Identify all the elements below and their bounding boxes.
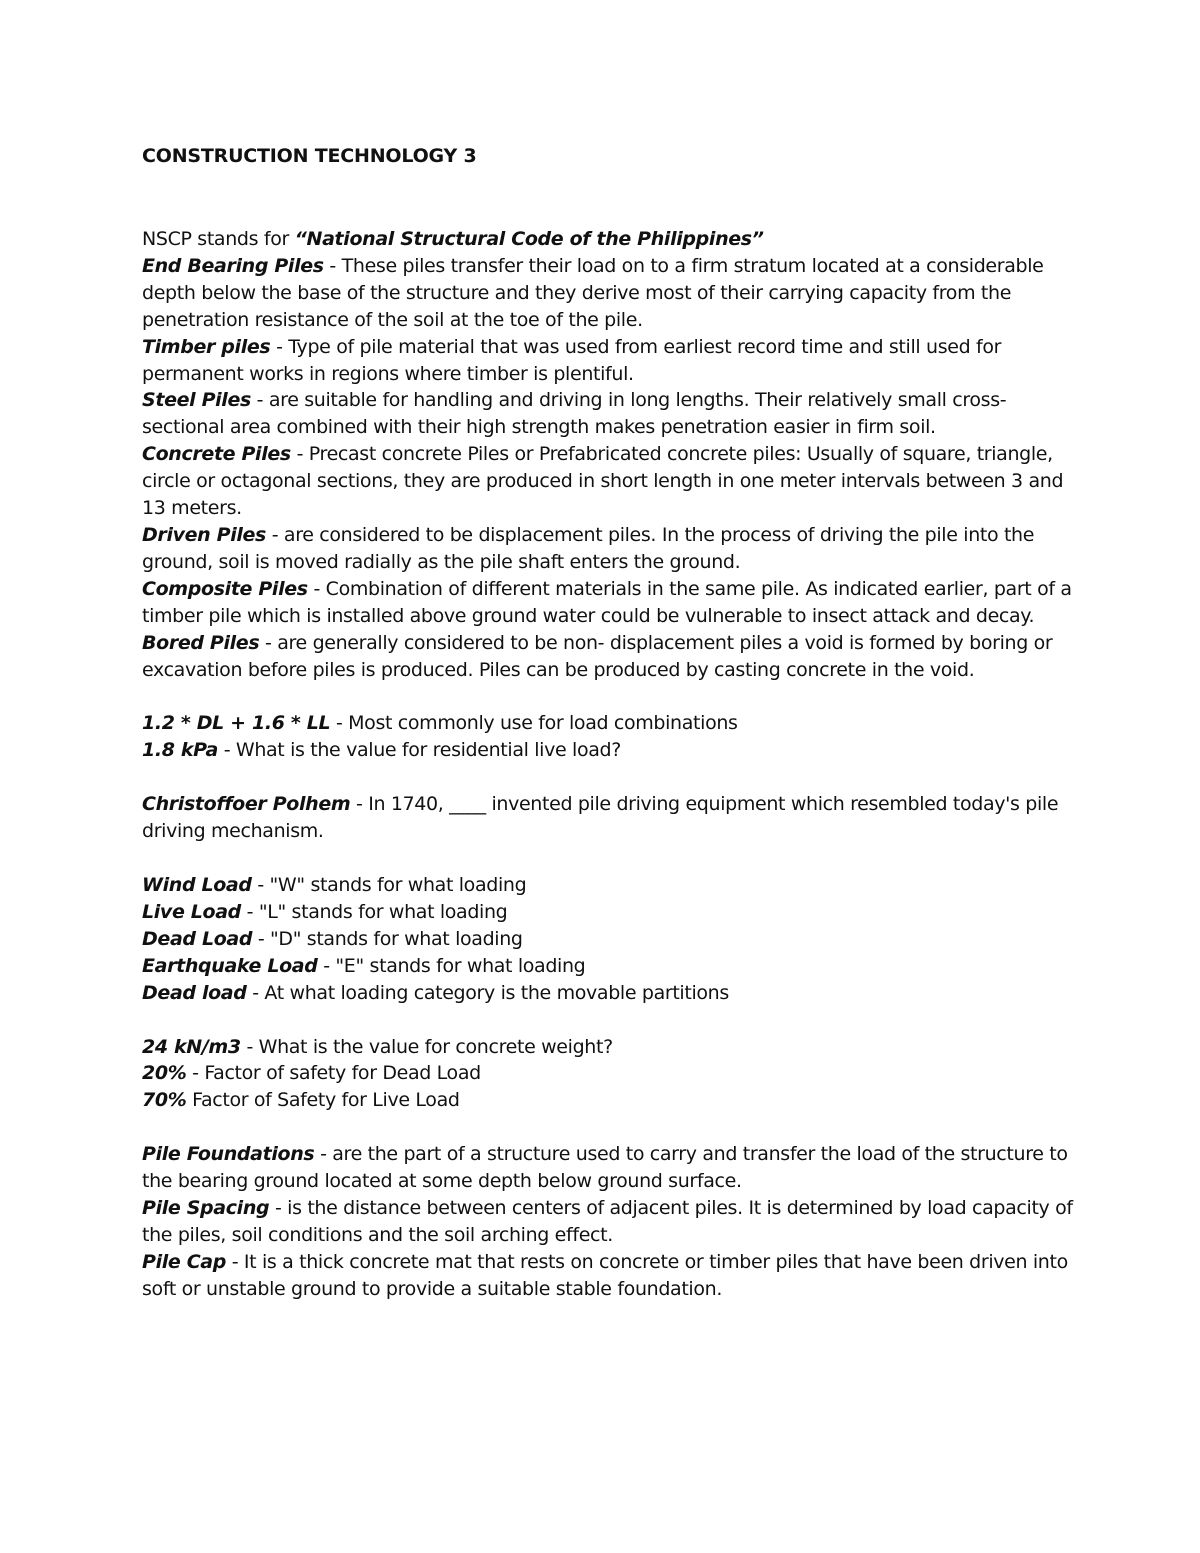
- foundation-item: [142, 1249, 1082, 1303]
- load-letter-text: - "L" stands for what loading: [240, 900, 508, 923]
- definition-item: [142, 253, 1082, 334]
- load-letter-term: Earthquake Load: [142, 954, 318, 977]
- load-term: 1.8 kPa: [142, 739, 218, 762]
- foundation-term: Pile Cap: [142, 1250, 227, 1273]
- paragraph-gap: [142, 1007, 1082, 1034]
- foundation-text: - are the part of a structure used to carry and transfer the load of the structure to the bearing ground located at some depth below ground surface.: [142, 1143, 1068, 1193]
- definition-term: Concrete Piles: [142, 443, 291, 466]
- definition-text: - are generally considered to be non- displacement piles a void is formed by boring or excavation before piles is produced. Piles can be produced by casting concrete in the void.: [142, 631, 1053, 681]
- foundation-item: [142, 1141, 1082, 1195]
- load-letter-text: - "E" stands for what loading: [317, 954, 586, 977]
- foundation-text: - is the distance between centers of adjacent piles. It is determined by load capacity of the piles, soil conditions and the soil arching effect.: [142, 1197, 1073, 1246]
- definition-term: Timber piles: [142, 335, 271, 358]
- load-letter-text: - "D" stands for what loading: [252, 927, 523, 950]
- foundation-term: Pile Foundations: [142, 1143, 315, 1166]
- history-item: [142, 791, 1082, 845]
- definition-item: [142, 630, 1082, 684]
- document-body: [142, 226, 1082, 1303]
- value-term: 70%: [142, 1089, 187, 1112]
- foundation-text: - It is a thick concrete mat that rests on concrete or timber piles that have been driven into soft or unstable ground to provide a suitable stable foundation.: [142, 1250, 1068, 1300]
- definition-text: - These piles transfer their load on to a firm stratum located at a considerable depth below the base of the structure and they derive most of their carrying capacity from the penetration resistance of the soil at the toe of the pile.: [142, 254, 1044, 331]
- paragraph-gap: [142, 683, 1082, 710]
- load-item: [142, 737, 1082, 764]
- paragraph-gap: [142, 764, 1082, 791]
- load-letter-term: Wind Load: [142, 874, 252, 897]
- load-item: [142, 710, 1082, 737]
- paragraph-gap: [142, 845, 1082, 872]
- definition-term: Bored Piles: [142, 631, 260, 654]
- load-letter-item: [142, 953, 1082, 980]
- definition-text: - Precast concrete Piles or Prefabricated concrete piles: Usually of square, triangle, circle or octagonal sections, they are produced in short length in one meter intervals between 3 and 13 meters.: [142, 443, 1064, 520]
- definition-item: [142, 334, 1082, 388]
- foundation-term: Pile Spacing: [142, 1197, 270, 1220]
- definition-text: - are considered to be displacement piles. In the process of driving the pile into the ground, soil is moved radially as the pile shaft enters the ground.: [142, 523, 1035, 573]
- history-text: - In 1740, ____ invented pile driving equipment which resembled today's pile driving mechanism.: [142, 793, 1059, 843]
- load-letter-term: Dead load: [142, 981, 247, 1004]
- value-text: - What is the value for concrete weight?: [240, 1035, 613, 1058]
- value-item: [142, 1034, 1082, 1061]
- load-letter-text: - "W" stands for what loading: [251, 874, 527, 897]
- paragraph-gap: [142, 1114, 1082, 1141]
- definition-item: [142, 441, 1082, 522]
- document-page: [142, 140, 1082, 1303]
- definition-text: - Combination of different materials in the same pile. As indicated earlier, part of a timber pile which is installed above ground water could be vulnerable to insect attack and decay.: [142, 577, 1072, 627]
- load-text: - Most commonly use for load combinations: [330, 712, 738, 735]
- document-title: CONSTRUCTION TECHNOLOGY 3: [142, 145, 477, 167]
- load-letter-term: Dead Load: [142, 927, 253, 950]
- definition-term: Composite Piles: [142, 577, 308, 600]
- nscp-full-name: “National Structural Code of the Philippines”: [294, 228, 764, 250]
- definition-term: Driven Piles: [142, 523, 267, 546]
- value-item: [142, 1060, 1082, 1087]
- load-letter-item: [142, 980, 1082, 1007]
- load-text: - What is the value for residential live load?: [218, 739, 621, 762]
- definition-item: [142, 522, 1082, 576]
- value-text: - Factor of safety for Dead Load: [186, 1062, 481, 1085]
- nscp-line: [142, 226, 1082, 253]
- history-term: Christoffoer Polhem: [142, 793, 351, 816]
- load-letter-item: [142, 872, 1082, 899]
- load-term: 1.2 * DL + 1.6 * LL: [142, 712, 331, 735]
- definition-term: End Bearing Piles: [142, 254, 324, 277]
- value-item: [142, 1087, 1082, 1114]
- definition-text: - Type of pile material that was used from earliest record time and still used for permanent works in regions where timber is plentiful.: [142, 335, 1002, 385]
- load-letter-term: Live Load: [142, 900, 241, 923]
- definition-item: [142, 576, 1082, 630]
- load-letter-text: - At what loading category is the movable partitions: [246, 981, 729, 1004]
- nscp-prefix: NSCP stands for: [142, 228, 295, 250]
- definition-text: - are suitable for handling and driving in long lengths. Their relatively small cross-sectional area combined with their high strength makes penetration easier in firm soil.: [142, 389, 1007, 439]
- load-letter-item: [142, 899, 1082, 926]
- value-term: 20%: [142, 1062, 187, 1085]
- foundation-item: [142, 1195, 1082, 1249]
- definition-item: [142, 387, 1082, 441]
- definition-term: Steel Piles: [142, 389, 251, 412]
- load-letter-item: [142, 926, 1082, 953]
- value-text: Factor of Safety for Live Load: [186, 1089, 460, 1112]
- value-term: 24 kN/m3: [142, 1035, 241, 1058]
